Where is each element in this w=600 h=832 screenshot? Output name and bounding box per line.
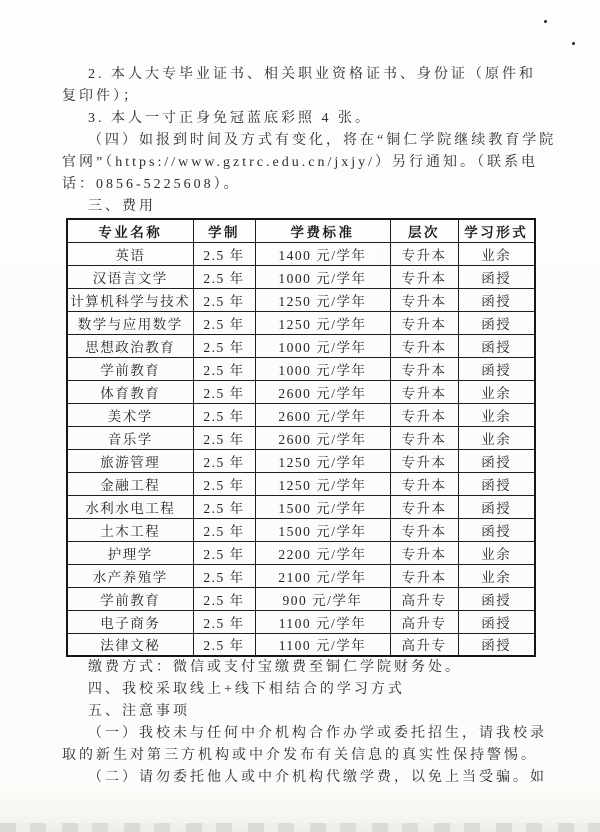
text-line: 四、我校采取线上+线下相结合的学习方式 (88, 682, 405, 697)
cell-level: 专升本 (390, 426, 458, 449)
text-line: 复印件）； (62, 89, 140, 104)
fee-table (66, 218, 536, 657)
cell-level: 专升本 (390, 334, 458, 357)
cell-major: 旅游管理 (67, 449, 193, 472)
text-line: 五、注意事项 (88, 704, 190, 719)
cell-fee: 1250 元/学年 (255, 449, 390, 472)
cell-major: 美术学 (67, 403, 193, 426)
cell-fee: 2600 元/学年 (255, 403, 390, 426)
cell-major: 英语 (67, 242, 193, 265)
cell-mode: 函授 (458, 610, 535, 633)
cell-fee: 1500 元/学年 (255, 518, 390, 541)
cell-level: 专升本 (390, 265, 458, 288)
cell-mode: 业余 (458, 541, 535, 564)
text-line: （一）我校未与任何中介机构合作办学或委托招生，请我校录 (88, 726, 547, 741)
cell-fee: 1250 元/学年 (255, 472, 390, 495)
table-row (67, 288, 535, 311)
cell-major: 护理学 (67, 541, 193, 564)
table-row (67, 518, 535, 541)
table-row (67, 403, 535, 426)
cell-mode: 函授 (458, 472, 535, 495)
cell-level: 专升本 (390, 564, 458, 587)
cell-major: 计算机科学与技术 (67, 288, 193, 311)
cell-major: 体育教育 (67, 380, 193, 403)
cell-major: 水利水电工程 (67, 495, 193, 518)
cell-duration: 2.5 年 (193, 426, 255, 449)
cell-duration: 2.5 年 (193, 449, 255, 472)
text-line: 话：0856-5225608）。 (62, 177, 241, 192)
cell-major: 汉语言文学 (67, 265, 193, 288)
cell-mode: 函授 (458, 265, 535, 288)
cell-fee: 2600 元/学年 (255, 426, 390, 449)
cell-level: 专升本 (390, 311, 458, 334)
table-row (67, 242, 535, 265)
column-header: 专业名称 (67, 219, 193, 242)
column-header: 学习形式 (458, 219, 535, 242)
requirements-section (62, 64, 557, 218)
text-line: （四）如报到时间及方式有变化，将在“铜仁学院继续教育学院 (88, 133, 557, 148)
cell-major: 水产养殖学 (67, 564, 193, 587)
cell-major: 学前教育 (67, 587, 193, 610)
cell-major: 电子商务 (67, 610, 193, 633)
table-row (67, 265, 535, 288)
table-row (67, 472, 535, 495)
cell-mode: 函授 (458, 288, 535, 311)
cell-duration: 2.5 年 (193, 564, 255, 587)
cell-duration: 2.5 年 (193, 357, 255, 380)
cell-duration: 2.5 年 (193, 334, 255, 357)
cell-fee: 1500 元/学年 (255, 495, 390, 518)
cell-duration: 2.5 年 (193, 242, 255, 265)
cell-fee: 1250 元/学年 (255, 311, 390, 334)
table-row (67, 380, 535, 403)
table-row (67, 426, 535, 449)
cell-major: 学前教育 (67, 357, 193, 380)
table-row (67, 495, 535, 518)
cell-duration: 2.5 年 (193, 472, 255, 495)
fee-table-head (67, 219, 535, 242)
cell-fee: 1000 元/学年 (255, 357, 390, 380)
cell-level: 高升专 (390, 633, 458, 656)
cell-mode: 函授 (458, 633, 535, 656)
cell-fee: 1400 元/学年 (255, 242, 390, 265)
cell-level: 高升专 (390, 587, 458, 610)
column-header: 学费标准 (255, 219, 390, 242)
cell-level: 专升本 (390, 495, 458, 518)
table-row (67, 610, 535, 633)
text-line: 2. 本人大专毕业证书、相关职业资格证书、身份证（原件和 (88, 67, 536, 82)
table-row (67, 633, 535, 656)
cell-fee: 1000 元/学年 (255, 265, 390, 288)
fee-table-header-row (67, 219, 535, 242)
cell-mode: 函授 (458, 311, 535, 334)
cell-fee: 2200 元/学年 (255, 541, 390, 564)
cell-major: 数学与应用数学 (67, 311, 193, 334)
cell-mode: 业余 (458, 564, 535, 587)
table-row (67, 449, 535, 472)
cell-mode: 函授 (458, 449, 535, 472)
cell-fee: 1100 元/学年 (255, 610, 390, 633)
cell-duration: 2.5 年 (193, 288, 255, 311)
table-row (67, 311, 535, 334)
cell-level: 专升本 (390, 357, 458, 380)
cell-level: 专升本 (390, 403, 458, 426)
cell-mode: 业余 (458, 426, 535, 449)
table-row (67, 334, 535, 357)
text-line: 官网”（https://www.gztrc.edu.cn/jxjy/）另行通知。（联系电 (62, 155, 538, 170)
text-line: 三、费用 (88, 199, 156, 214)
cell-duration: 2.5 年 (193, 311, 255, 334)
cell-duration: 2.5 年 (193, 633, 255, 656)
cell-fee: 1250 元/学年 (255, 288, 390, 311)
text-line: 取的新生对第三方机构或中介发布有关信息的真实性保持警惕。 (62, 748, 538, 763)
cell-level: 专升本 (390, 541, 458, 564)
cell-duration: 2.5 年 (193, 587, 255, 610)
cell-mode: 函授 (458, 518, 535, 541)
cell-major: 法律文秘 (67, 633, 193, 656)
cell-fee: 2100 元/学年 (255, 564, 390, 587)
cell-duration: 2.5 年 (193, 541, 255, 564)
table-row (67, 587, 535, 610)
cell-mode: 函授 (458, 334, 535, 357)
table-row (67, 357, 535, 380)
cell-fee: 900 元/学年 (255, 587, 390, 610)
cell-major: 思想政治教育 (67, 334, 193, 357)
notes-section (62, 657, 547, 789)
cell-fee: 2600 元/学年 (255, 380, 390, 403)
cell-level: 专升本 (390, 449, 458, 472)
cell-duration: 2.5 年 (193, 610, 255, 633)
cell-mode: 业余 (458, 403, 535, 426)
cell-level: 高升专 (390, 610, 458, 633)
cell-mode: 函授 (458, 357, 535, 380)
cell-level: 专升本 (390, 288, 458, 311)
cell-duration: 2.5 年 (193, 403, 255, 426)
table-row (67, 541, 535, 564)
column-header: 层次 (390, 219, 458, 242)
cell-major: 金融工程 (67, 472, 193, 495)
cell-level: 专升本 (390, 380, 458, 403)
fee-table-body (67, 242, 535, 656)
cell-fee: 1100 元/学年 (255, 633, 390, 656)
text-line: 3. 本人一寸正身免冠蓝底彩照 4 张。 (88, 111, 372, 126)
cell-mode: 函授 (458, 587, 535, 610)
cell-duration: 2.5 年 (193, 380, 255, 403)
cell-level: 专升本 (390, 472, 458, 495)
cell-major: 音乐学 (67, 426, 193, 449)
column-header: 学制 (193, 219, 255, 242)
table-row (67, 564, 535, 587)
cell-duration: 2.5 年 (193, 495, 255, 518)
text-line: （二）请勿委托他人或中介机构代缴学费，以免上当受骗。如 (88, 770, 547, 785)
cell-duration: 2.5 年 (193, 518, 255, 541)
cell-mode: 业余 (458, 242, 535, 265)
cell-mode: 业余 (458, 380, 535, 403)
cell-level: 专升本 (390, 518, 458, 541)
text-line: 缴费方式：微信或支付宝缴费至铜仁学院财务处。 (88, 660, 462, 675)
cell-duration: 2.5 年 (193, 265, 255, 288)
cell-level: 专升本 (390, 242, 458, 265)
cell-fee: 1000 元/学年 (255, 334, 390, 357)
cell-major: 土木工程 (67, 518, 193, 541)
cell-mode: 函授 (458, 495, 535, 518)
scan-bottom-edge (0, 823, 600, 832)
